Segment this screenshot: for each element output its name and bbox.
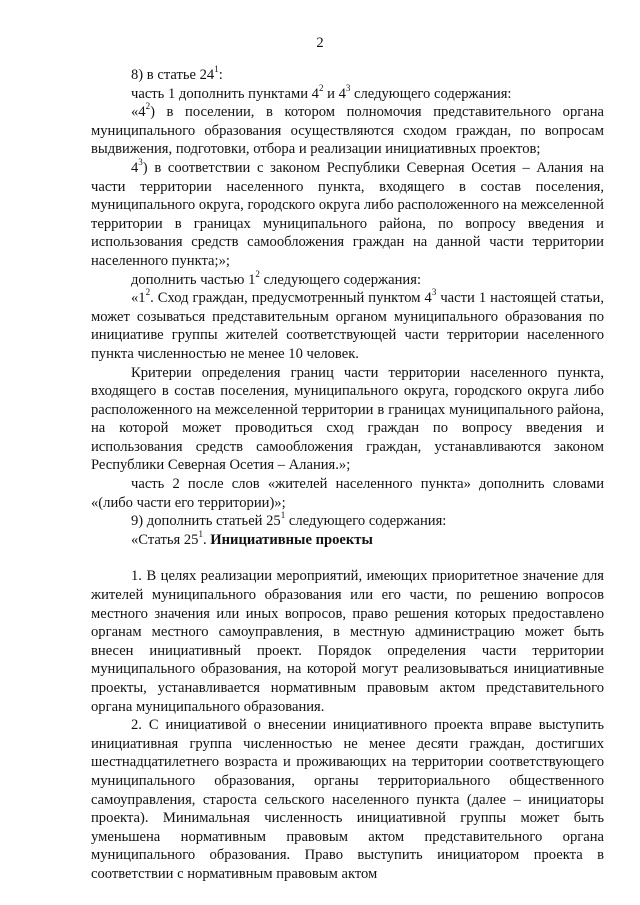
- paragraph: $4^3$) в соответствии с законом Республики Северная Осетия – Алания на части территории населенного пункта, входящего в состав поселения, муниципального округа, городского округа либо расположенного на межселенной территории в границах муниципального района, по вопросу введения и использования средств самообложения граждан на данной части территории населенного пункта;»;: [91, 157, 604, 269]
- paragraph: «$4^2$) в поселении, в котором полномочия представительного органа муниципального образования осуществляются сходом граждан, по вопросам выдвижения, подготовки, отбора и реализации инициативных проектов;: [91, 101, 604, 158]
- paragraph: часть 1 дополнить пунктами $4^2$ и $4^3$ следующего содержания:: [131, 82, 512, 102]
- paragraph: 2. С инициативой о внесении инициативного проекта вправе выступить инициативная группа численностью не менее десяти граждан, достигших шестнадцатилетнего возраста и проживающих на территории соответствующего муниципального образования, органы территориального общественного самоуправления, староста сельского населенного пункта (далее – инициаторы проекта). Минимальная численность инициативной группы может быть уменьшена нормативным правовым актом представительного органа муниципального образования. Право выступить инициатором проекта в соответствии с нормативным правовым актом: [91, 717, 604, 882]
- paragraph: 9) дополнить статьей $25^1$ следующего содержания:: [131, 510, 447, 530]
- paragraph: «$1^2$. Сход граждан, предусмотренный пунктом $4^3$ части 1 настоящей статьи, может созываться представительным органом муниципального образования по инициативе группы жителей соответствующей части территории населенного пункта численностью не менее 10 человек.: [91, 287, 604, 362]
- page-number: 2: [316, 35, 324, 51]
- paragraph: часть 2 после слов «жителей населенного пункта» дополнить словами «(либо части его территории)»;: [91, 476, 604, 511]
- paragraph: 1. В целях реализации мероприятий, имеющих приоритетное значение для жителей муниципального образования или его части, по решению вопросов местного значения или иных вопросов, право решения которых предоставлено органам местного самоуправления, в местную администрацию может быть внесен инициативный проект. Порядок определения части территории муниципального образования, на которой могут реализовываться инициативные проекты, устанавливается нормативным правовым актом представительного органа муниципального образования.: [91, 568, 604, 715]
- paragraph: дополнить частью $1^2$ следующего содержания:: [131, 268, 422, 288]
- paragraph: Критерии определения границ части территории населенного пункта, входящего в состав поселения, муниципального округа, городского округа либо расположенного на межселенной территории в границах муниципального района, на которой может проводиться сход граждан по вопросу введения и использования средств самообложения граждан, устанавливаются законом Республики Северная Осетия – Алания.»;: [91, 364, 604, 474]
- document-body: [91, 66, 604, 884]
- blank-line: [91, 549, 604, 567]
- article-heading: «Статья $25^1$. Инициативные проекты: [131, 528, 373, 548]
- paragraph: 8) в статье $24^1$:: [131, 64, 223, 83]
